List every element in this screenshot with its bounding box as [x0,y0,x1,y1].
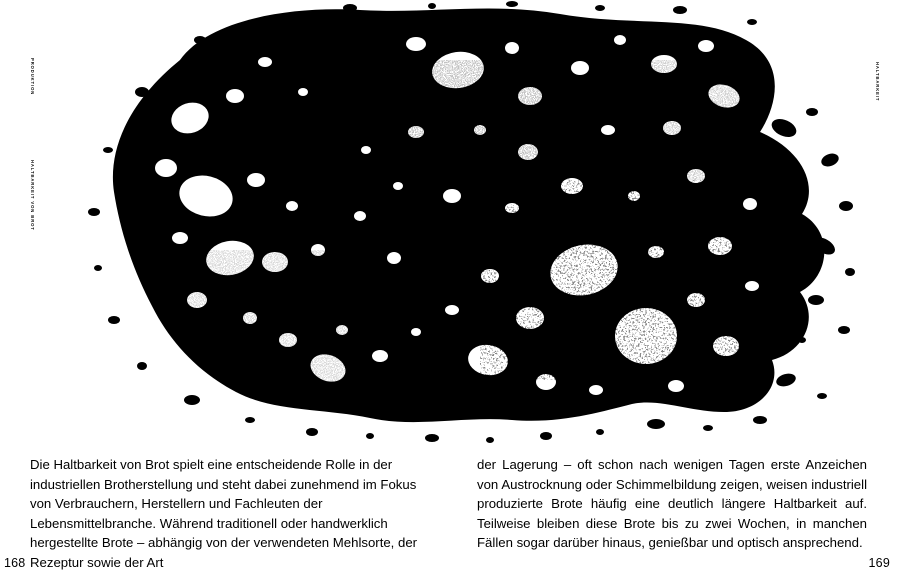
running-head-haltbarkeit: HALTBARKEIT [875,62,880,102]
bread-crumb-macro-halftone-image [60,0,860,455]
artwork-svg [60,0,860,455]
running-head-chapter: HALTBARKEIT VON BROT [30,160,35,231]
folio-right: 169 [868,556,890,570]
text-column-right [477,455,867,553]
paragraph-left: Die Haltbarkeit von Brot spielt eine entscheidende Rolle in der industriellen Brotherstellung und steht dabei zunehmend im Fokus von Verbrauchern, Herstellern und Fachleuten der Lebensmittelbranche. Während traditionell oder handwerklich hergestellte Brote – abhängig von der verwendeten Mehlsorte, der Rezeptur sowie der Art [30,457,418,570]
crumb-mass [60,0,860,455]
paragraph-right: der Lagerung – oft schon nach wenigen Tagen erste Anzeichen von Austrocknung oder Schimmelbildung zeigen, weisen industriell produzierte Brote häufig eine deutlich längere Haltbarkeit auf. Teilweise bleiben diese Brote bis zu zwei Wochen, in manchen Fällen sogar darüber hinaus, genießbar und optisch ansprechend. [477,457,867,551]
body-text [0,455,900,578]
folio-left: 168 [4,556,26,570]
running-head-production: PRODUKTION [30,58,35,96]
text-column-left [30,455,420,573]
